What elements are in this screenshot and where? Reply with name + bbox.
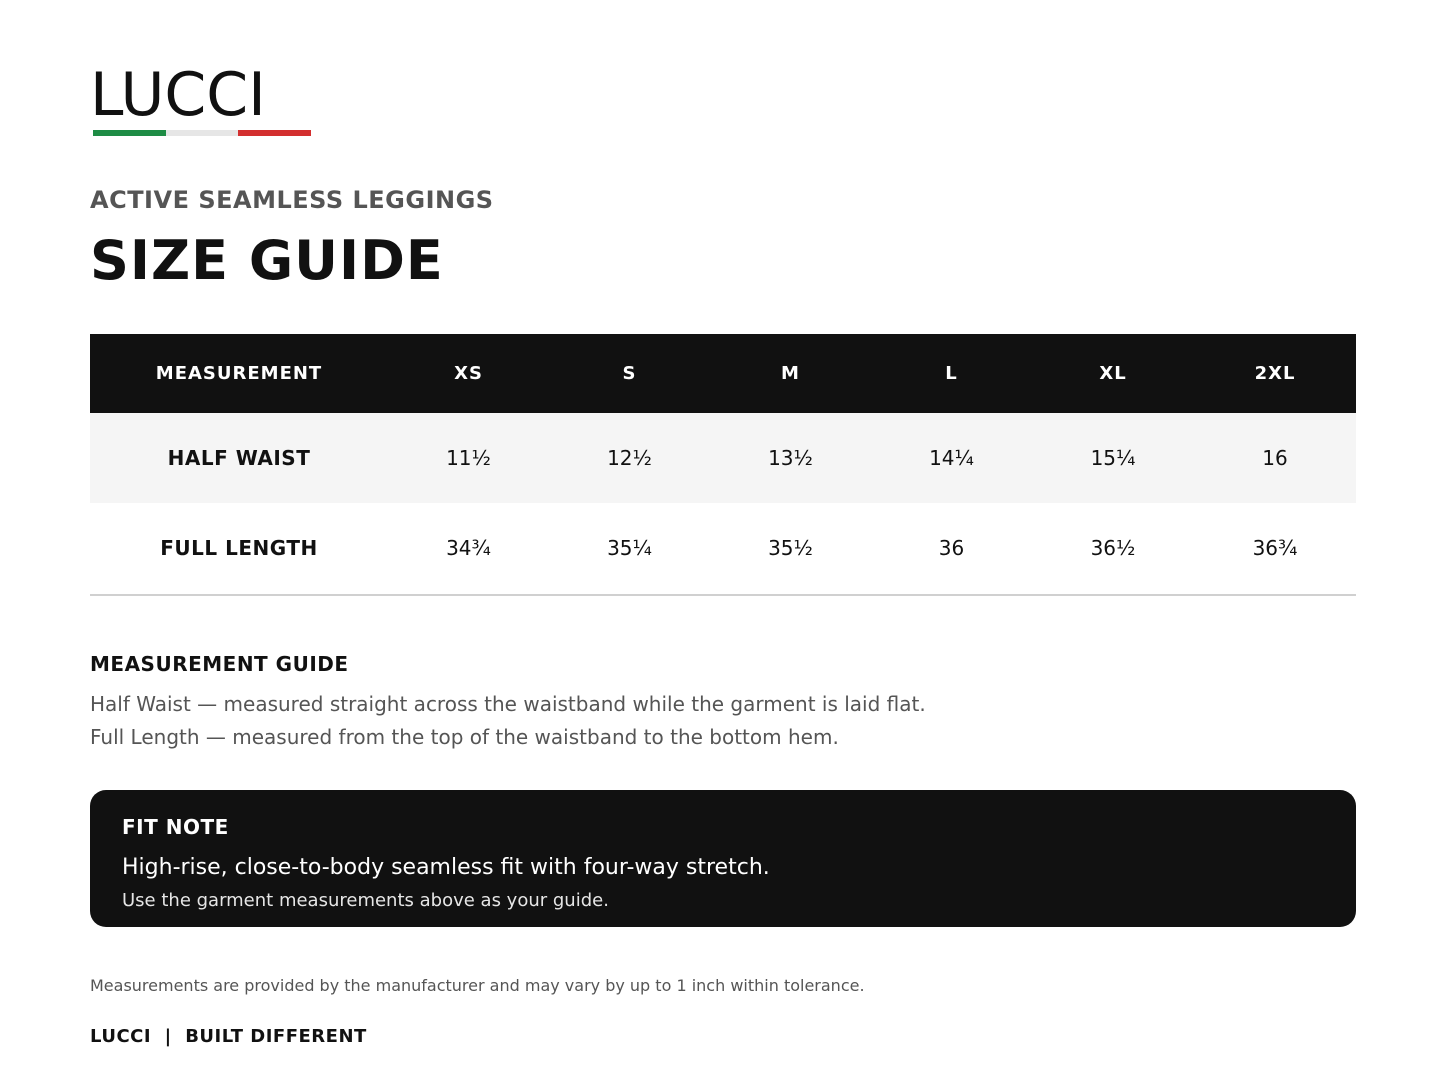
column-header-xl: XL	[1032, 334, 1194, 413]
flag-white-segment	[166, 130, 239, 136]
measurement-guide-line: Full Length — measured from the top of the waistband to the bottom hem.	[90, 725, 839, 749]
fit-note-box	[90, 790, 1356, 927]
product-subtitle: ACTIVE SEAMLESS LEGGINGS	[90, 186, 494, 214]
table-cell: 35¼	[549, 503, 710, 593]
table-cell: 15¼	[1032, 413, 1194, 503]
tricolor-flag-bar	[93, 130, 311, 136]
measurement-disclaimer: Measurements are provided by the manufacturer and may vary by up to 1 inch within tolerance.	[90, 976, 865, 995]
column-header-s: S	[549, 334, 710, 413]
column-header-xs: XS	[388, 334, 549, 413]
table-cell: 36½	[1032, 503, 1194, 593]
table-cell: 14¼	[871, 413, 1032, 503]
column-header-m: M	[710, 334, 871, 413]
column-header-measurement: MEASUREMENT	[90, 334, 388, 413]
size-guide-page	[90, 0, 1356, 1084]
size-table	[90, 334, 1356, 593]
table-row-half-waist	[90, 413, 1356, 503]
fit-note-heading: FIT NOTE	[122, 815, 229, 839]
column-header-l: L	[871, 334, 1032, 413]
table-cell: 16	[1194, 413, 1356, 503]
table-cell: 36	[871, 503, 1032, 593]
table-bottom-divider	[90, 594, 1356, 596]
column-header-2xl: 2XL	[1194, 334, 1356, 413]
table-cell: 35½	[710, 503, 871, 593]
row-label: HALF WAIST	[90, 413, 388, 503]
table-cell: 36¾	[1194, 503, 1356, 593]
brand-logo: LUCCI	[90, 60, 266, 130]
measurement-guide-line: Half Waist — measured straight across the waistband while the garment is laid flat.	[90, 692, 926, 716]
row-label: FULL LENGTH	[90, 503, 388, 593]
page-title: SIZE GUIDE	[90, 229, 444, 292]
table-row-full-length	[90, 503, 1356, 593]
table-cell: 11½	[388, 413, 549, 503]
table-cell: 34¾	[388, 503, 549, 593]
footer-brand-line: LUCCI | BUILT DIFFERENT	[90, 1026, 367, 1047]
flag-green-segment	[93, 130, 166, 136]
table-header-row	[90, 334, 1356, 413]
table-cell: 12½	[549, 413, 710, 503]
fit-note-main-text: High-rise, close-to-body seamless fit with four-way stretch.	[122, 855, 770, 880]
measurement-guide-heading: MEASUREMENT GUIDE	[90, 652, 349, 676]
table-cell: 13½	[710, 413, 871, 503]
flag-red-segment	[238, 130, 311, 136]
fit-note-sub-text: Use the garment measurements above as your guide.	[122, 890, 609, 911]
